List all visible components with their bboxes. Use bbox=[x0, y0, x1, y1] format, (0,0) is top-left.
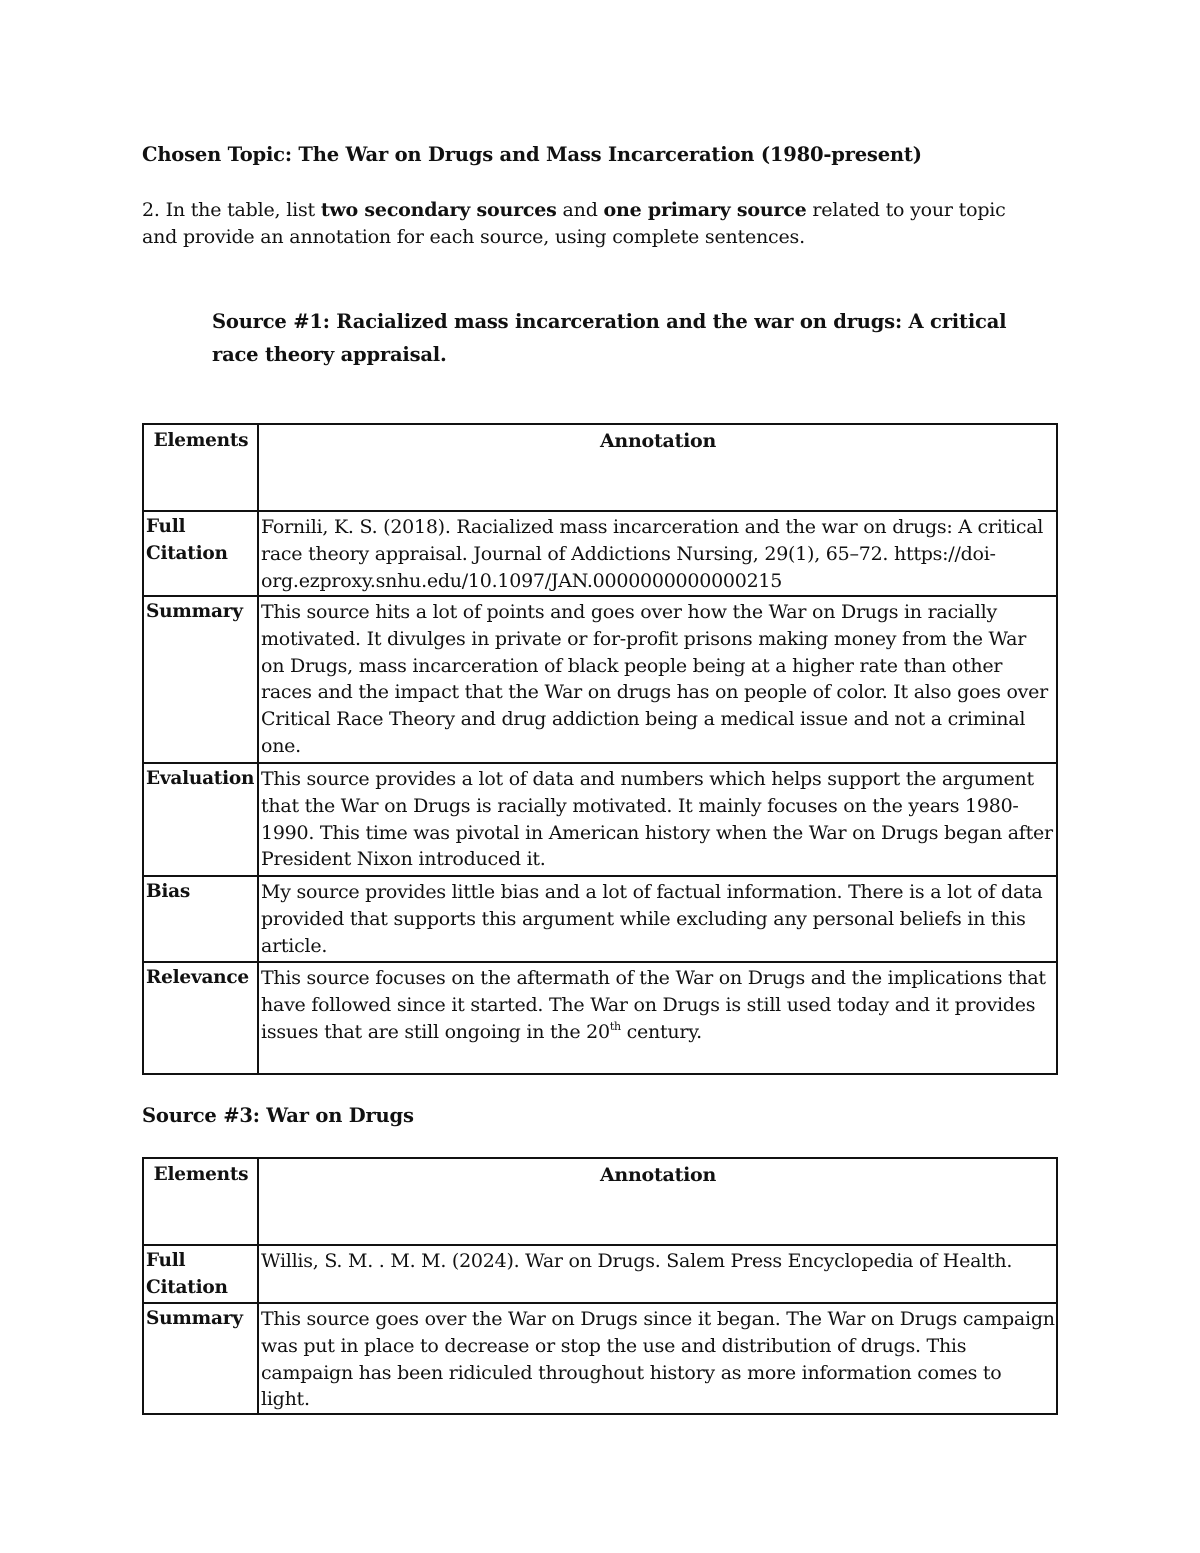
table-row bbox=[143, 962, 1057, 1074]
table-row bbox=[143, 1303, 1057, 1414]
source3-table bbox=[142, 1157, 1058, 1415]
summary-text: This source goes over the War on Drugs since it began. The War on Drugs campaign was put in place to decrease or stop the use and distribution of drugs. This campaign has been ridiculed throughout history as more information comes to light. bbox=[258, 1303, 1057, 1414]
table-row bbox=[143, 596, 1057, 763]
header-annotation: Annotation bbox=[258, 1158, 1057, 1245]
source1-heading: Source #1: Racialized mass incarceration and the war on drugs: A critical race theory appraisal. bbox=[212, 310, 1007, 366]
row-label-summary: Summary bbox=[143, 596, 258, 763]
summary-text: This source hits a lot of points and goes over how the War on Drugs in racially motivated. It divulges in private or for-profit prisons making money from the War on Drugs, mass incarceration of black people being at a higher rate than other races and the impact that the War on drugs has on people of color. It also goes over Critical Race Theory and drug addiction being a medical issue and not a criminal one. bbox=[258, 596, 1057, 763]
header-elements: Elements bbox=[143, 424, 258, 511]
relevance-superscript: th bbox=[609, 1019, 621, 1033]
row-label-summary: Summary bbox=[143, 1303, 258, 1414]
table-header-row bbox=[143, 424, 1057, 511]
header-elements: Elements bbox=[143, 1158, 258, 1245]
full-citation-text: Willis, S. M. . M. M. (2024). War on Drugs. Salem Press Encyclopedia of Health. bbox=[258, 1245, 1057, 1303]
header-annotation: Annotation bbox=[258, 424, 1057, 511]
relevance-text-end: century. bbox=[620, 1020, 702, 1043]
table-row bbox=[143, 511, 1057, 596]
row-label-relevance: Relevance bbox=[143, 962, 258, 1074]
table-row bbox=[143, 1245, 1057, 1303]
instructions-bold-primary: one primary source bbox=[603, 199, 807, 221]
instructions-bold-secondary: two secondary sources bbox=[320, 199, 557, 221]
full-citation-text: Fornili, K. S. (2018). Racialized mass incarceration and the war on drugs: A critical race theory appraisal. Journal of Addictions Nursing, 29(1), 65–72. https://doi-org.ezproxy.snhu.edu/10.1097/JAN.0000000000000215 bbox=[258, 511, 1057, 596]
instructions bbox=[142, 197, 1042, 251]
row-label-full-citation: Full Citation bbox=[143, 1245, 258, 1303]
bias-text: My source provides little bias and a lot of factual information. There is a lot of data provided that supports this argument while excluding any personal beliefs in this article. bbox=[258, 876, 1057, 962]
row-label-bias: Bias bbox=[143, 876, 258, 962]
instructions-suffix: related to your topic and provide an annotation for each source, using complete sentences. bbox=[142, 199, 1006, 248]
table-header-row bbox=[143, 1158, 1057, 1245]
row-label-full-citation: Full Citation bbox=[143, 511, 258, 596]
relevance-text-main: This source focuses on the aftermath of the War on Drugs and the implications that have followed since it started. The War on Drugs is still used today and it provides issues that are still ongoing in the 20 bbox=[261, 967, 1046, 1043]
source1-table bbox=[142, 423, 1058, 1075]
chosen-topic: Chosen Topic: The War on Drugs and Mass Incarceration (1980-present) bbox=[142, 143, 922, 166]
relevance-text bbox=[258, 962, 1057, 1074]
table-row bbox=[143, 876, 1057, 962]
table-row bbox=[143, 763, 1057, 876]
evaluation-text: This source provides a lot of data and numbers which helps support the argument that the War on Drugs is racially motivated. It mainly focuses on the years 1980-1990. This time was pivotal in American history when the War on Drugs began after President Nixon introduced it. bbox=[258, 763, 1057, 876]
instructions-mid: and bbox=[556, 199, 604, 221]
source3-heading: Source #3: War on Drugs bbox=[142, 1104, 414, 1127]
row-label-evaluation: Evaluation bbox=[143, 763, 258, 876]
instructions-prefix: 2. In the table, list bbox=[142, 199, 321, 221]
